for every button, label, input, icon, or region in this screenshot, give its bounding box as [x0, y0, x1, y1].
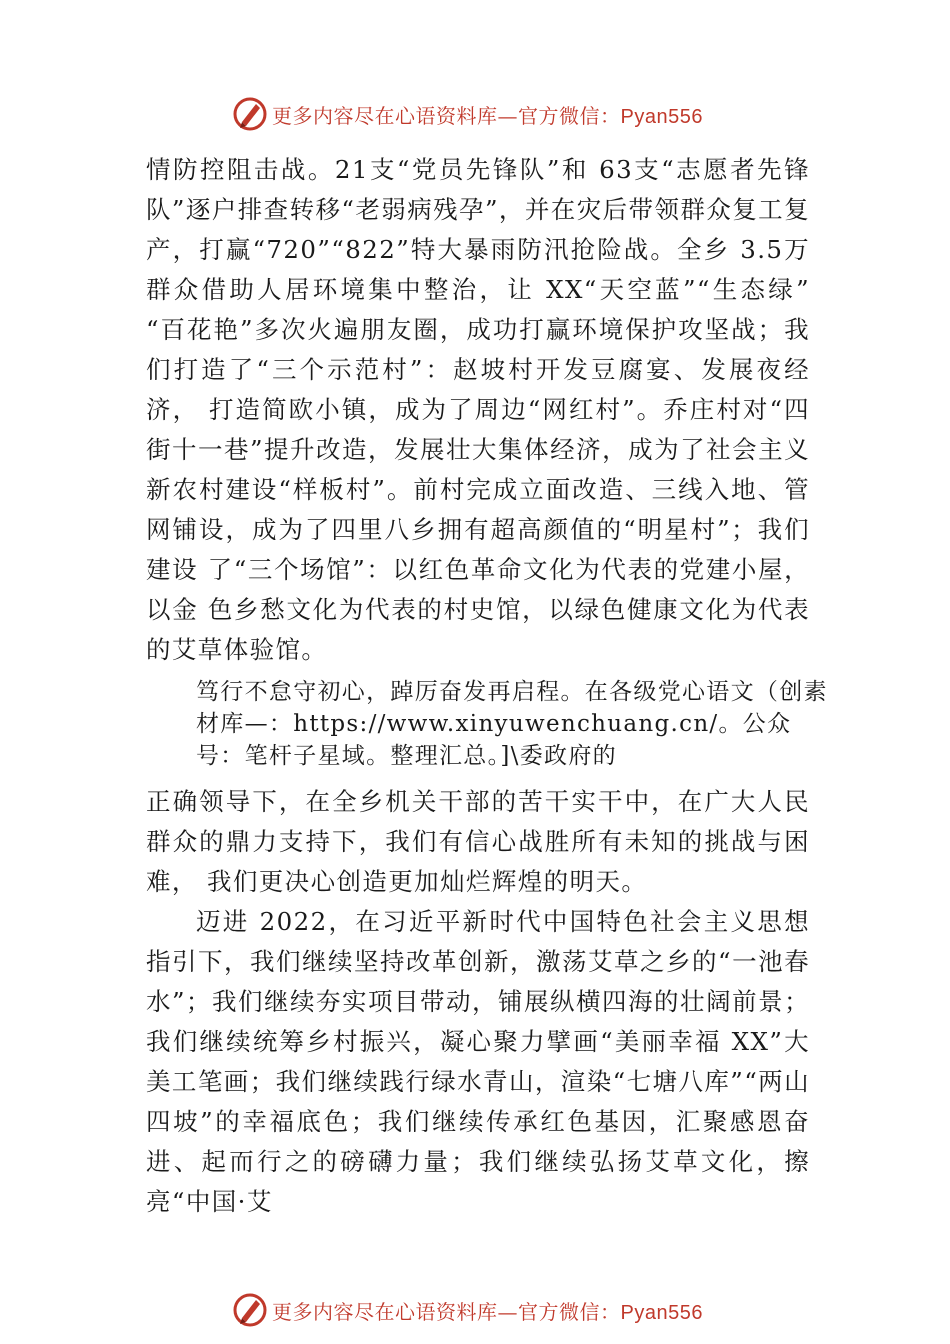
footer-banner-id: Pyan556 [620, 1301, 703, 1324]
footer-banner-text [272, 1296, 703, 1325]
paragraph-1: 情防控阻击战。21支“党员先锋队”和 63支“志愿者先锋队”逐户排查转移“老弱病残孕”，并在灾后带领群众复工复产，打赢“720”“822”特大暴雨防汛抢险战。全乡 3.5万群众借助人居环境集中整治，让 XX“天空蓝”“生态绿” “百花艳”多次火遍朋友圈，成功打赢环境保护攻坚战；我们打造了“三个示范村”：赵坡村开发豆腐宴、发展夜经济， 打造简欧小镇，成为了周边“网红村”。乔庄村对“四街十一巷”提升改造，发展壮大集体经济，成为了社会主义新农村建设“样板村”。前村完成立面改造、三线入地、管网铺设，成为了四里八乡拥有超高颜值的“明星村”；我们建设 了“三个场馆”：以红色革命文化为代表的党建小屋，以金 色乡愁文化为代表的村史馆，以绿色健康文化为代表的艾草体验馆。 [146, 155, 810, 664]
paragraph-3: 迈进 2022，在习近平新时代中国特色社会主义思想指引下，我们继续坚持改革创新，激荡艾草之乡的“一池春水”；我们继续夯实项目带动，铺展纵横四海的壮阔前景；我们继续统筹乡村振兴，凝心聚力擘画“美丽幸福 XX”大美工笔画；我们继续践行绿水青山，渲染“七塘八库”“两山四坡”的幸福底色；我们继续传承红色基因，汇聚感恩奋进、起而行之的磅礴力量；我们继续弘扬艾草文化，擦亮“中国·艾 [146, 907, 810, 1216]
footer-banner-label: 更多内容尽在心语资料库—官方微信： [272, 1299, 621, 1324]
header-banner-text [272, 100, 703, 129]
document-body [146, 150, 828, 1222]
source-note: 笃行不怠守初心，踔厉奋发再启程。在各级党心语文（创素材库—：https://www.xinyuwenchuang.cn/。公众号：笔杆子星域。整理汇总。]\委政府的 [196, 679, 828, 769]
pen-logo-icon [232, 1292, 268, 1328]
header-banner [232, 96, 703, 132]
footer-banner [232, 1292, 703, 1328]
paragraph-2: 正确领导下，在全乡机关干部的苦干实干中，在广大人民群众的鼎力支持下，我们有信心战胜所有未知的挑战与困难， 我们更决心创造更加灿烂辉煌的明天。 [146, 787, 810, 896]
header-banner-label: 更多内容尽在心语资料库—官方微信： [272, 103, 621, 128]
pen-logo-icon [232, 96, 268, 132]
header-banner-id: Pyan556 [620, 105, 703, 128]
